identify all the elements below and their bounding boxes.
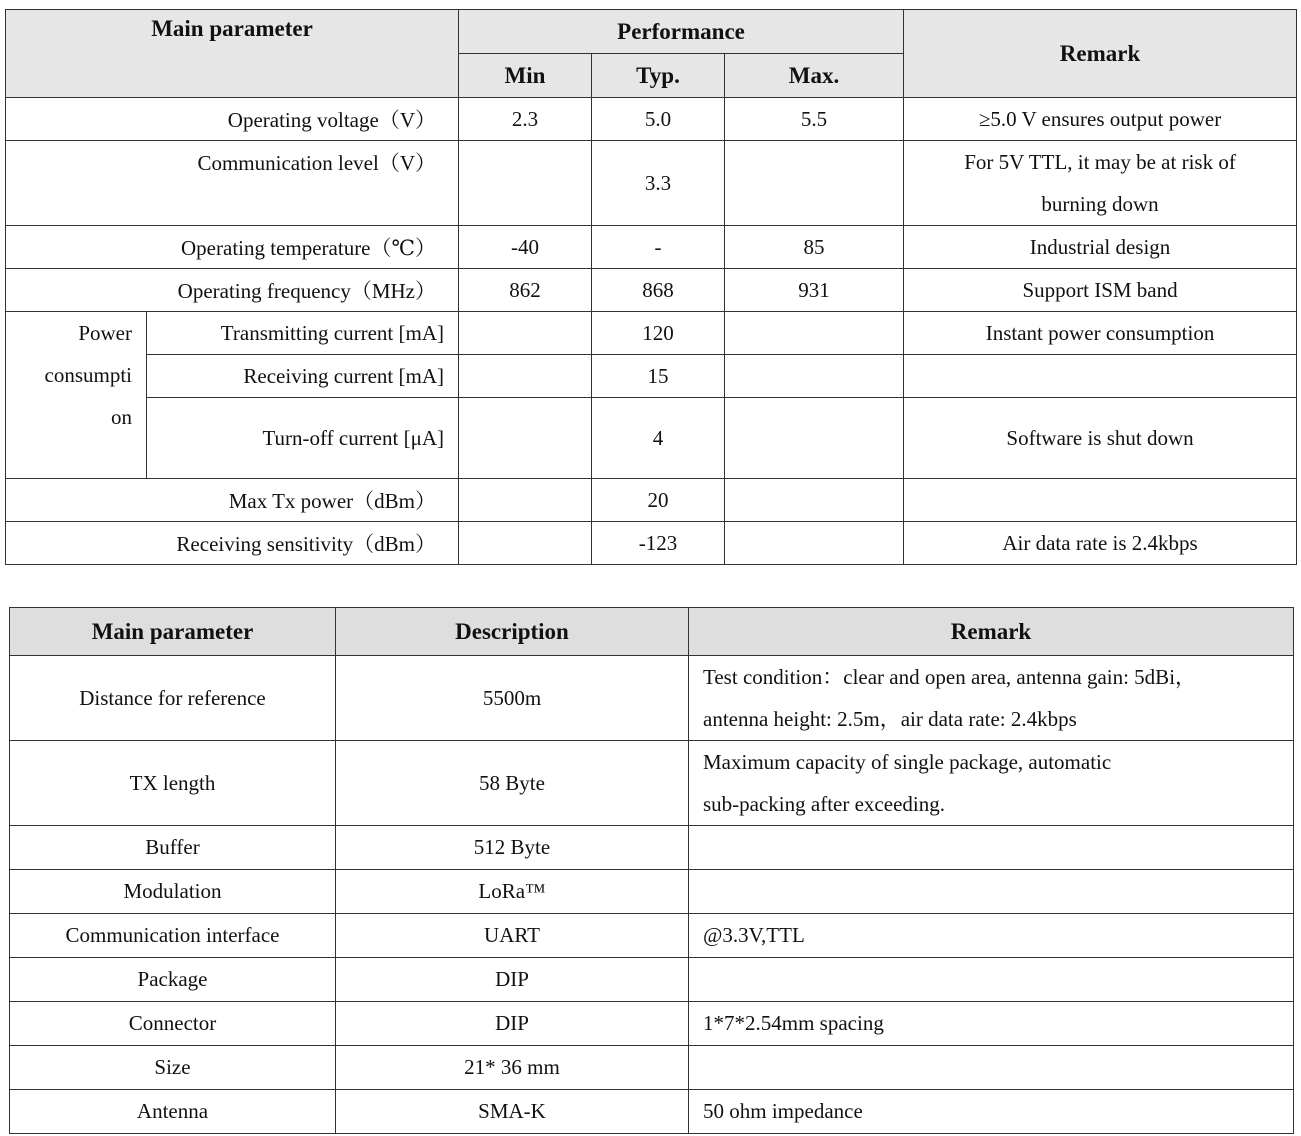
header-typ: Typ.	[592, 54, 725, 98]
param-cell: Communication level（V）	[6, 141, 459, 226]
max-cell: 931	[725, 269, 904, 312]
param-cell: Operating frequency（MHz）	[6, 269, 459, 312]
param-cell: Turn-off current [μA]	[147, 398, 459, 479]
remark-cell: @3.3V,TTL	[689, 914, 1294, 958]
table-row	[6, 312, 1297, 355]
table-row	[6, 98, 1297, 141]
min-cell	[459, 355, 592, 398]
remark-cell: Support ISM band	[904, 269, 1297, 312]
typ-cell: 868	[592, 269, 725, 312]
param-cell: Operating temperature（℃）	[6, 226, 459, 269]
header-remark: Remark	[689, 608, 1294, 656]
max-cell	[725, 355, 904, 398]
remark-line: sub-packing after exceeding.	[703, 792, 945, 816]
description-table	[9, 607, 1294, 1134]
param-cell: Distance for reference	[10, 656, 336, 741]
typ-cell: 15	[592, 355, 725, 398]
header-max: Max.	[725, 54, 904, 98]
min-cell	[459, 522, 592, 565]
typ-cell: -	[592, 226, 725, 269]
desc-cell: 5500m	[336, 656, 689, 741]
table-row	[10, 1046, 1294, 1090]
min-cell	[459, 398, 592, 479]
table-row	[10, 656, 1294, 741]
power-consumption-group-label	[6, 312, 147, 479]
min-cell: -40	[459, 226, 592, 269]
remark-cell	[904, 479, 1297, 522]
table-row	[10, 741, 1294, 826]
table-row	[10, 870, 1294, 914]
header-min: Min	[459, 54, 592, 98]
table-row	[6, 398, 1297, 479]
remark-cell	[689, 656, 1294, 741]
header-main-parameter: Main parameter	[10, 608, 336, 656]
param-cell: Transmitting current [mA]	[147, 312, 459, 355]
typ-cell: 5.0	[592, 98, 725, 141]
desc-cell: SMA-K	[336, 1090, 689, 1134]
remark-cell: Industrial design	[904, 226, 1297, 269]
desc-cell: DIP	[336, 1002, 689, 1046]
param-cell: Operating voltage（V）	[6, 98, 459, 141]
min-cell: 2.3	[459, 98, 592, 141]
header-description: Description	[336, 608, 689, 656]
table-row	[10, 914, 1294, 958]
table-row	[10, 826, 1294, 870]
typ-cell: 120	[592, 312, 725, 355]
header-main-parameter: Main parameter	[6, 10, 459, 98]
param-cell: Receiving current [mA]	[147, 355, 459, 398]
desc-cell: UART	[336, 914, 689, 958]
table-row	[6, 269, 1297, 312]
max-cell	[725, 141, 904, 226]
header-performance: Performance	[459, 10, 904, 54]
param-cell: Communication interface	[10, 914, 336, 958]
max-cell: 85	[725, 226, 904, 269]
remark-cell	[904, 141, 1297, 226]
table-row	[10, 1002, 1294, 1046]
min-cell	[459, 312, 592, 355]
param-cell: Connector	[10, 1002, 336, 1046]
param-cell: Package	[10, 958, 336, 1002]
typ-cell: 3.3	[592, 141, 725, 226]
table-row	[6, 522, 1297, 565]
remark-cell: Software is shut down	[904, 398, 1297, 479]
group-label-line: consumpti	[44, 363, 132, 387]
param-cell: Size	[10, 1046, 336, 1090]
remark-line: antenna height: 2.5m，air data rate: 2.4kbps	[703, 707, 1077, 731]
remark-cell	[689, 741, 1294, 826]
max-cell	[725, 312, 904, 355]
param-cell: Max Tx power（dBm）	[6, 479, 459, 522]
min-cell: 862	[459, 269, 592, 312]
table-row	[6, 479, 1297, 522]
table-row	[6, 355, 1297, 398]
table-row	[10, 1090, 1294, 1134]
table-row	[6, 141, 1297, 226]
min-cell	[459, 141, 592, 226]
remark-cell	[904, 355, 1297, 398]
desc-cell: 512 Byte	[336, 826, 689, 870]
table-row	[10, 958, 1294, 1002]
remark-line: Maximum capacity of single package, automatic	[703, 750, 1112, 774]
remark-line: For 5V TTL, it may be at risk of	[964, 150, 1236, 174]
param-cell: Antenna	[10, 1090, 336, 1134]
spec-table	[5, 9, 1297, 565]
max-cell	[725, 522, 904, 565]
remark-cell: Instant power consumption	[904, 312, 1297, 355]
group-label-line: on	[111, 405, 132, 429]
remark-line: Test condition：clear and open area, antenna gain: 5dBi，	[703, 665, 1197, 689]
max-cell	[725, 398, 904, 479]
remark-cell: ≥5.0 V ensures output power	[904, 98, 1297, 141]
remark-cell: 1*7*2.54mm spacing	[689, 1002, 1294, 1046]
remark-cell	[689, 958, 1294, 1002]
header-remark: Remark	[904, 10, 1297, 98]
desc-cell: 21* 36 mm	[336, 1046, 689, 1090]
typ-cell: 4	[592, 398, 725, 479]
group-label-line: Power	[78, 321, 132, 345]
typ-cell: 20	[592, 479, 725, 522]
param-cell: Buffer	[10, 826, 336, 870]
remark-cell: Air data rate is 2.4kbps	[904, 522, 1297, 565]
param-cell: Receiving sensitivity（dBm）	[6, 522, 459, 565]
max-cell	[725, 479, 904, 522]
param-cell: TX length	[10, 741, 336, 826]
remark-cell	[689, 1046, 1294, 1090]
typ-cell: -123	[592, 522, 725, 565]
desc-cell: 58 Byte	[336, 741, 689, 826]
table-row	[6, 226, 1297, 269]
remark-cell	[689, 826, 1294, 870]
min-cell	[459, 479, 592, 522]
remark-line: burning down	[1041, 192, 1159, 216]
max-cell: 5.5	[725, 98, 904, 141]
desc-cell: DIP	[336, 958, 689, 1002]
desc-cell: LoRa™	[336, 870, 689, 914]
param-cell: Modulation	[10, 870, 336, 914]
remark-cell	[689, 870, 1294, 914]
remark-cell: 50 ohm impedance	[689, 1090, 1294, 1134]
